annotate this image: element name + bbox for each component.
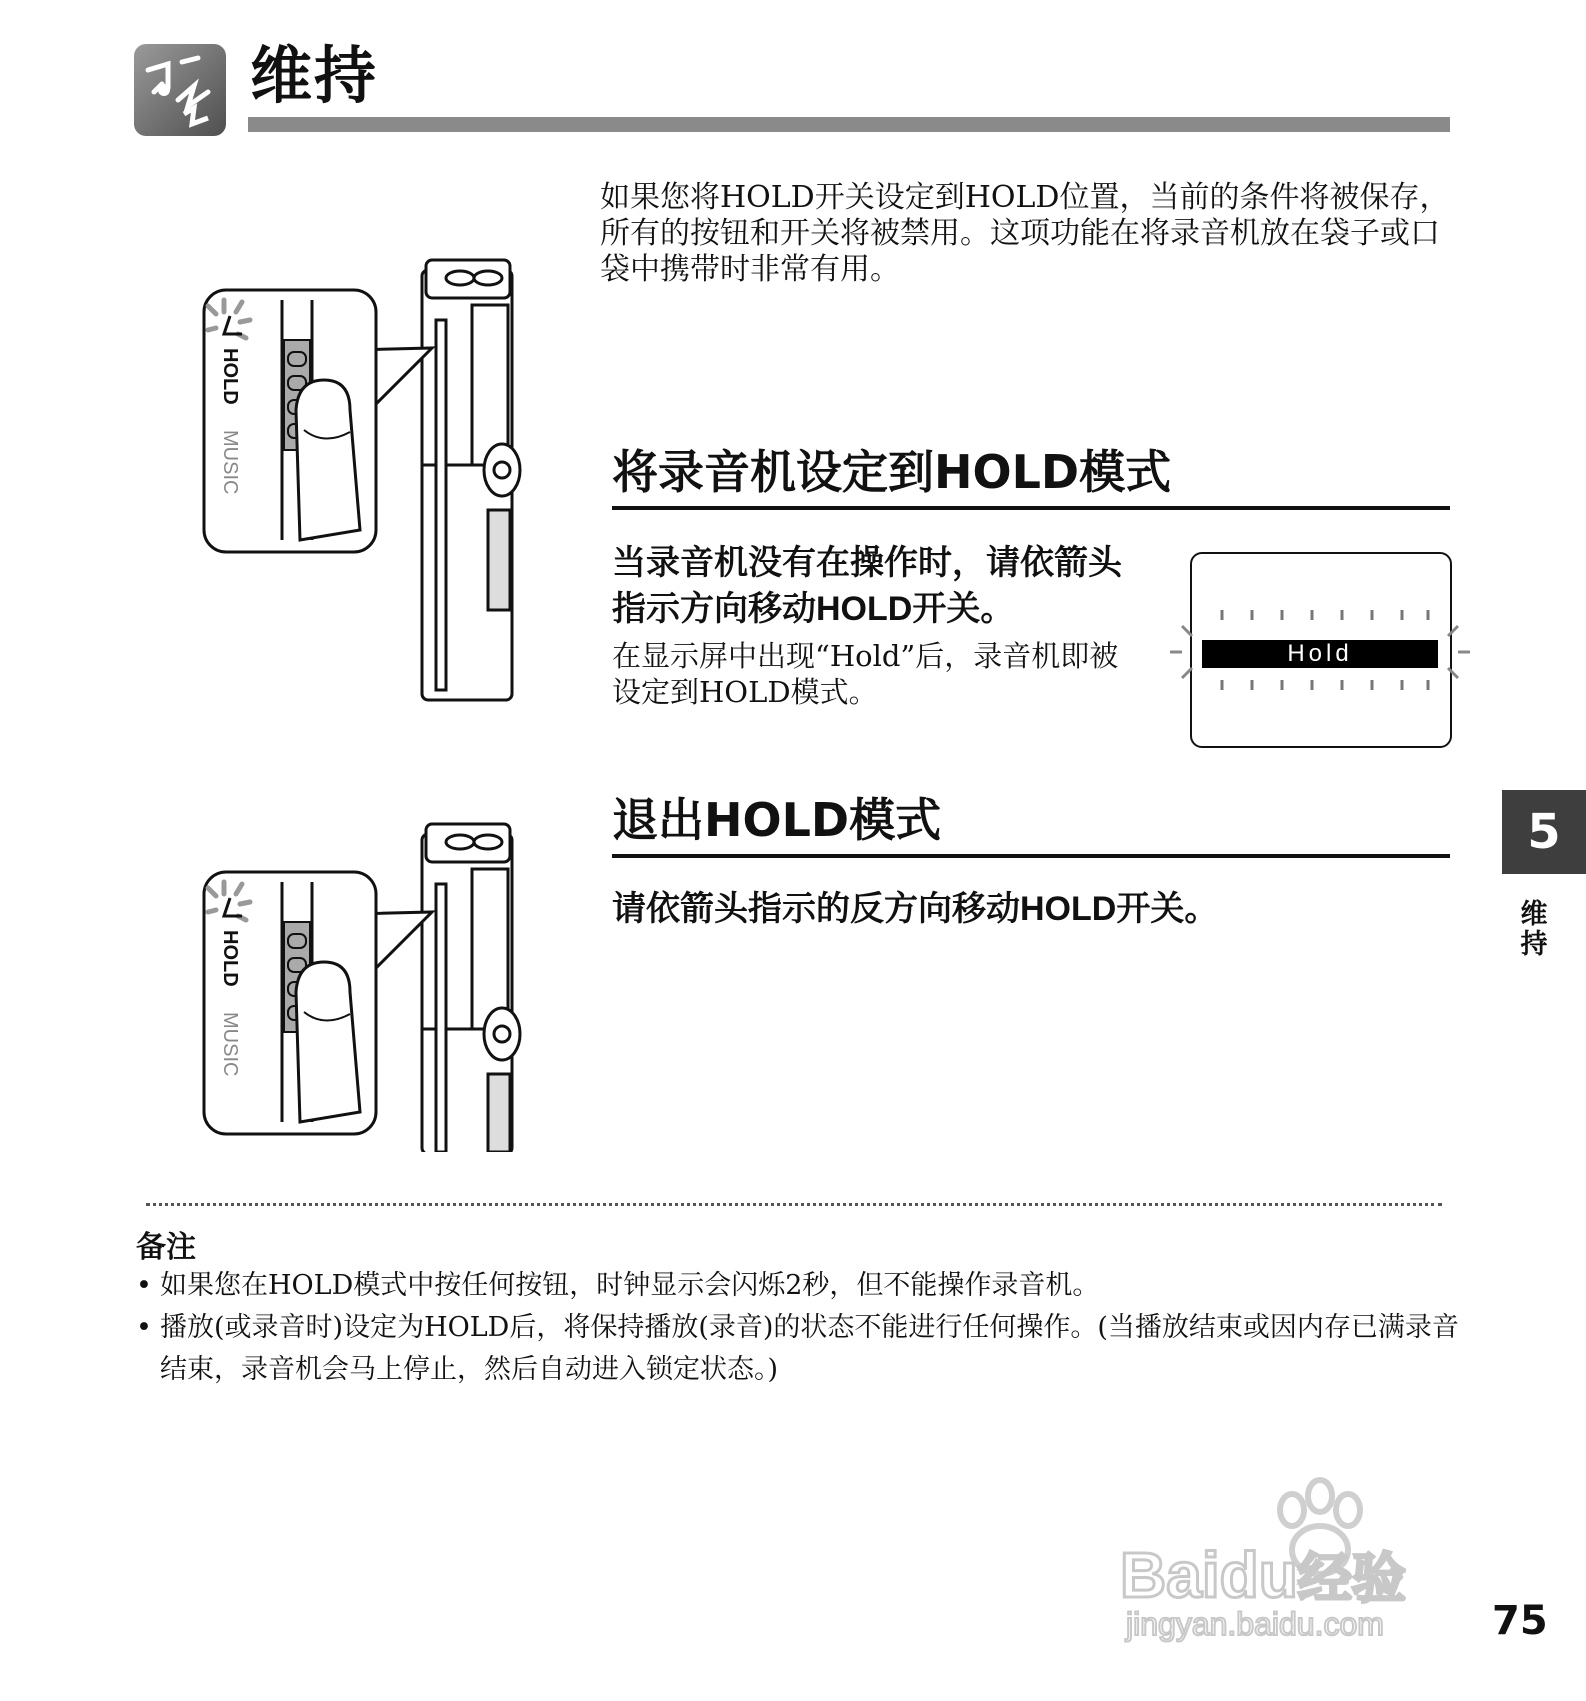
- note-item: • 如果您在HOLD模式中按任何按钮，时钟显示会闪烁2秒，但不能操作录音机。: [136, 1265, 1466, 1307]
- page-title: 维持: [250, 39, 379, 112]
- page-number: 75: [1492, 1598, 1548, 1644]
- watermark-url: jingyan.baidu.com: [1126, 1606, 1384, 1642]
- hold-label-2: HOLD: [219, 930, 241, 987]
- note-list: [136, 1265, 1466, 1391]
- section-heading-set-hold: 将录音机设定到HOLD模式: [612, 445, 1172, 499]
- watermark-brand: Bai: [1120, 1539, 1220, 1611]
- blink-marks: [1168, 616, 1472, 686]
- chapter-icon: [134, 44, 226, 136]
- hold-display-text: Hold: [1202, 640, 1438, 668]
- set-hold-instruction: 当录音机没有在操作时，请依箭头指示方向移动HOLD开关。: [612, 543, 1122, 629]
- note-divider: [146, 1203, 1442, 1206]
- chapter-tab-label: 维持: [1520, 899, 1548, 960]
- watermark-brand-2: du: [1219, 1539, 1298, 1611]
- chapter-tab: 5: [1502, 790, 1586, 874]
- baidu-watermark: [1120, 1466, 1500, 1642]
- note-title: 备注: [136, 1230, 196, 1265]
- music-note-icon: [134, 44, 226, 136]
- exit-hold-instruction: 请依箭头指示的反方向移动HOLD开关。: [612, 889, 1219, 929]
- section-heading-exit-hold: 退出HOLD模式: [612, 793, 942, 847]
- music-label: MUSIC: [219, 430, 241, 495]
- hold-label: HOLD: [219, 348, 241, 405]
- section-rule: [612, 506, 1450, 510]
- recorder-unhold-illustration: [200, 822, 530, 1152]
- recorder-hold-illustration: [200, 240, 530, 710]
- title-underline: [248, 117, 1450, 132]
- note-item: • 播放(或录音时)设定为HOLD后，将保持播放(录音)的状态不能进行任何操作。(当播放结束或因内存已满录音结束，录音机会马上停止，然后自动进入锁定状态。): [136, 1307, 1466, 1391]
- intro-paragraph: 如果您将HOLD开关设定到HOLD位置，当前的条件将被保存，所有的按钮和开关将被禁用。这项功能在将录音机放在袋子或口袋中携带时非常有用。: [600, 180, 1450, 287]
- music-label-2: MUSIC: [219, 1012, 241, 1077]
- section-rule-2: [612, 854, 1450, 858]
- watermark-service: 经验: [1297, 1549, 1406, 1609]
- set-hold-detail: 在显示屏中出现“Hold”后，录音机即被设定到HOLD模式。: [612, 639, 1119, 709]
